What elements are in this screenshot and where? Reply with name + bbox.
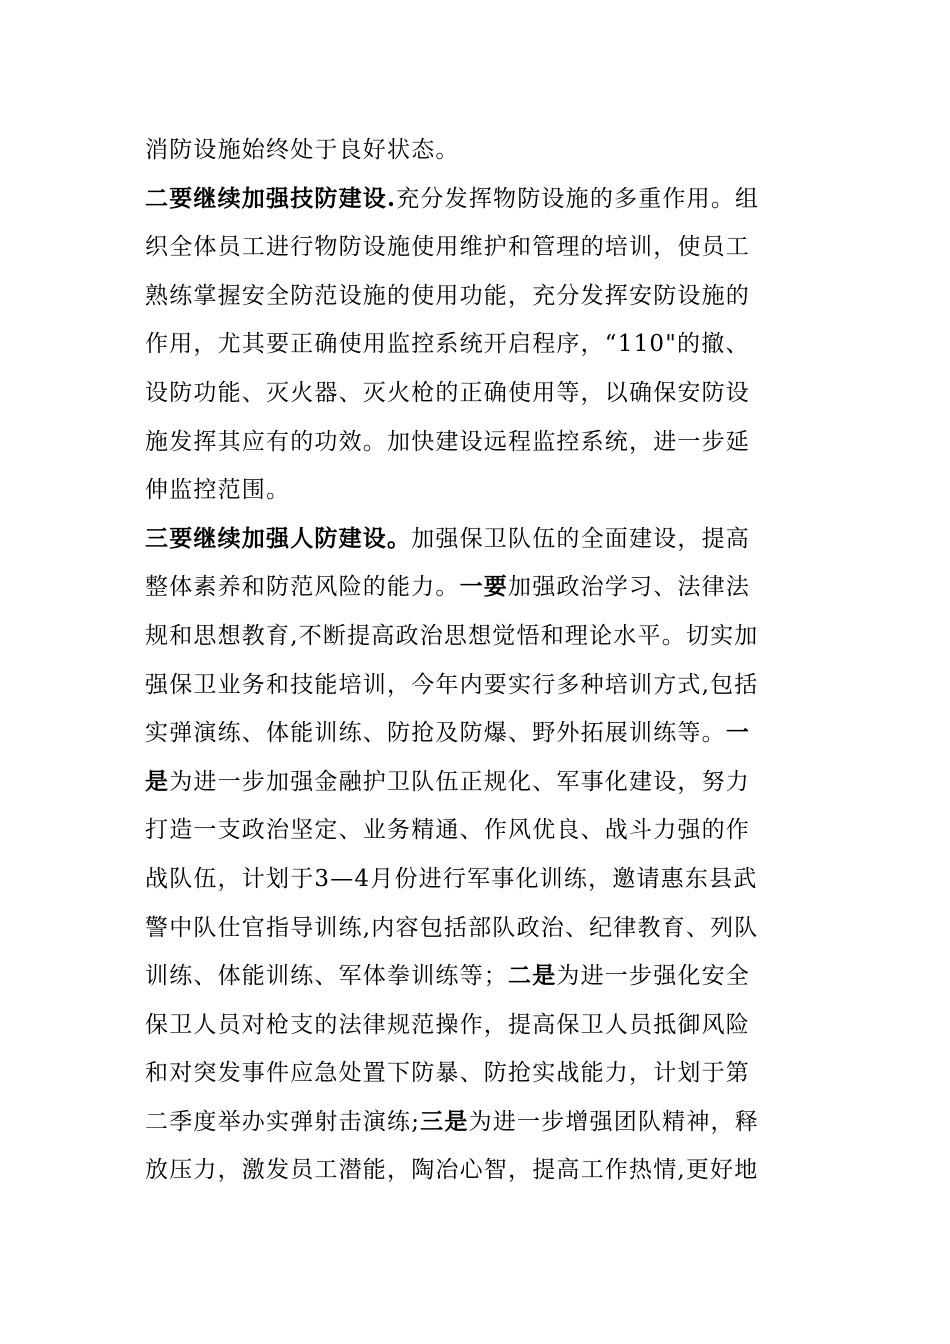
bold-text: 二是 [508,962,557,990]
body-text: 规和思想教育,不断提高政治思想觉悟和理论水平。切实加 [145,622,759,649]
text-line [145,418,805,467]
text-line [145,661,805,710]
body-text: 放压力，激发员工潜能，陶冶心智，提高工作热情,更好地 [145,1157,759,1184]
text-line [145,515,805,564]
body-text: 训练、体能训练、军体拳训练等； [145,963,508,990]
text-line [145,466,805,515]
bold-text: 三要继续加强人防建设。 [145,524,412,552]
body-text: 警中队仕官指导训练,内容包括部队政治、纪律教育、列队 [145,914,759,941]
body-text: 施发挥其应有的功效。加快建设远程监控系统，进一步延 [145,428,750,455]
bold-text: 是 [145,767,170,795]
paragraph [145,175,805,515]
body-text: 充分发挥物防设施的多重作用。组 [396,185,760,212]
text-line [145,952,805,1001]
text-line [145,369,805,418]
text-line [145,904,805,953]
text-line [145,272,805,321]
bold-text: 二要继续加强技防建设. [145,184,397,212]
body-text: 熟练掌握安全防范设施的使用功能，充分发挥安防设施的 [145,282,750,309]
body-text: 为进一步强化安全 [556,963,751,990]
body-text: 整体素养和防范风险的能力。 [145,574,460,601]
document-page [145,126,805,1195]
text-line [145,806,805,855]
text-line [145,758,805,807]
body-text: 加强保卫队伍的全面建设，提高 [411,525,751,552]
text-line [145,320,805,369]
body-text: 消防设施始终处于良好状态。 [145,137,460,163]
body-text: 和对突发事件应急处置下防暴、防抢实战能力，计划于第 [145,1060,750,1087]
body-text: 为进一步增强团队精神，释 [468,1108,759,1135]
body-text: 打造一支政治坚定、业务精通、作风优良、战斗力强的作 [145,817,750,844]
paragraph [145,126,805,175]
body-text: 为进一步加强金融护卫队伍正规化、军事化建设，努力 [169,768,751,795]
body-text: 作用，尤其要正确使用监控系统开启程序，“110"的撤、 [145,331,750,358]
paragraph [145,515,805,1195]
text-line [145,223,805,272]
text-line [145,1049,805,1098]
body-text: 伸监控范围。 [145,477,291,504]
text-line [145,126,805,175]
text-line [145,612,805,661]
body-text: 强保卫业务和技能培训，今年内要实行多种培训方式,包括 [145,671,759,698]
text-line [145,1098,805,1147]
body-text: 实弹演练、体能训练、防抢及防爆、野外拓展训练等。 [145,720,726,747]
body-text: 设防功能、灭火器、灭火枪的正确使用等，以确保安防设 [145,379,750,406]
body-text: 加强政治学习、法律法 [508,574,751,601]
body-text: 二季度举办实弹射击演练; [145,1108,421,1135]
text-line [145,1146,805,1195]
text-line [145,709,805,758]
body-text: 战队伍，计划于3—4月份进行军事化训练，邀请惠东县武 [145,865,758,892]
text-line [145,563,805,612]
text-line [145,1001,805,1050]
bold-text: 一要 [459,573,509,601]
bold-text: 一 [725,719,751,747]
text-line [145,855,805,904]
body-text: 保卫人员对枪支的法律规范操作，提高保卫人员抵御风险 [145,1011,750,1038]
bold-text: 三是 [420,1107,469,1135]
body-text: 织全体员工进行物防设施使用维护和管理的培训，使员工 [145,234,750,261]
text-line [145,175,805,224]
